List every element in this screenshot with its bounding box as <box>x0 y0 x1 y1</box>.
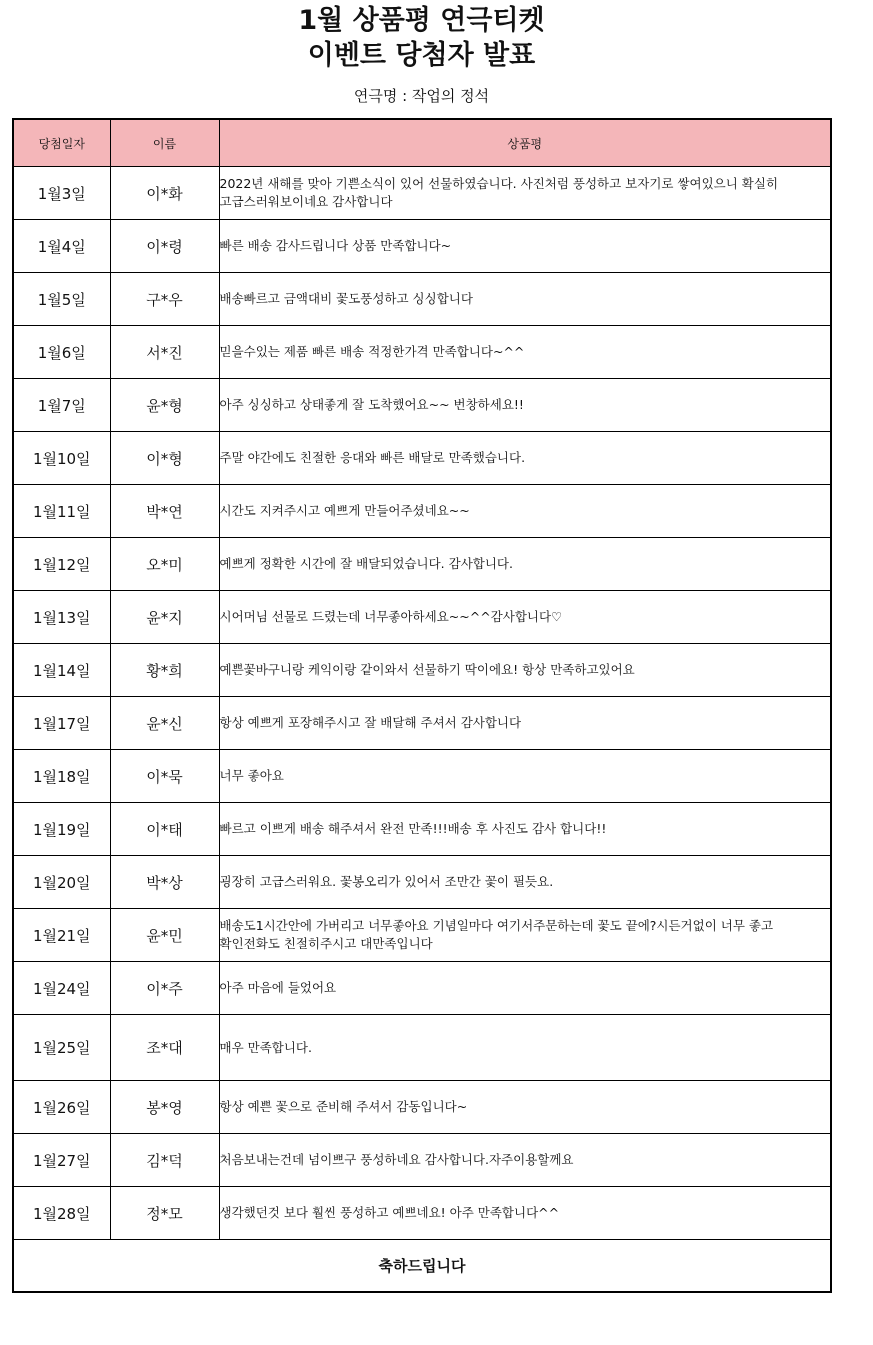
header-name: 이름 <box>110 119 219 167</box>
win-date-cell: 1월4일 <box>13 220 110 273</box>
review-text-cell: 배송도1시간안에 가버리고 너무좋아요 기념일마다 여기서주문하는데 꽃도 끝에?시든거없이 너무 좋고 확인전화도 친절히주시고 대만족입니다 <box>219 909 831 962</box>
table-row <box>13 273 831 326</box>
review-text-cell: 2022년 새해를 맞아 기쁜소식이 있어 선물하였습니다. 사진처럼 풍성하고 보자기로 쌓여있으니 확실히 고급스러워보이네요 감사합니다 <box>219 167 831 220</box>
review-text-cell: 빠르고 이쁘게 배송 해주셔서 완전 만족!!!배송 후 사진도 감사 합니다!! <box>219 803 831 856</box>
table-row <box>13 220 831 273</box>
table-row <box>13 962 831 1015</box>
win-date-cell: 1월7일 <box>13 379 110 432</box>
review-text-cell: 예쁜꽃바구니랑 케익이랑 같이와서 선물하기 딱이에요! 항상 만족하고있어요 <box>219 644 831 697</box>
winner-name-cell: 조*대 <box>110 1015 219 1081</box>
winners-table <box>12 118 832 1293</box>
review-text-cell: 아주 마음에 들었어요 <box>219 962 831 1015</box>
review-text-cell: 아주 싱싱하고 상태좋게 잘 도착했어요~~ 번창하세요!! <box>219 379 831 432</box>
table-row <box>13 1134 831 1187</box>
review-text-cell: 항상 예쁘게 포장해주시고 잘 배달해 주셔서 감사합니다 <box>219 697 831 750</box>
play-name-subtitle: 연극명 : 작업의 정석 <box>353 87 490 105</box>
winner-name-cell: 윤*신 <box>110 697 219 750</box>
header-review: 상품평 <box>219 119 831 167</box>
table-header-row <box>13 119 831 167</box>
win-date-cell: 1월12일 <box>13 538 110 591</box>
winner-name-cell: 이*화 <box>110 167 219 220</box>
winner-name-cell: 이*령 <box>110 220 219 273</box>
table-row <box>13 485 831 538</box>
win-date-cell: 1월19일 <box>13 803 110 856</box>
win-date-cell: 1월17일 <box>13 697 110 750</box>
table-row <box>13 1187 831 1240</box>
win-date-cell: 1월14일 <box>13 644 110 697</box>
winner-name-cell: 윤*지 <box>110 591 219 644</box>
review-text-cell: 시어머님 선물로 드렸는데 너무좋아하세요~~^^감사합니다♡ <box>219 591 831 644</box>
win-date-cell: 1월24일 <box>13 962 110 1015</box>
win-date-cell: 1월26일 <box>13 1081 110 1134</box>
page-title-line2: 이벤트 당첨자 발표 <box>307 40 536 71</box>
review-text-cell: 항상 예쁜 꽃으로 준비해 주셔서 감동입니다~ <box>219 1081 831 1134</box>
winner-name-cell: 김*덕 <box>110 1134 219 1187</box>
win-date-cell: 1월6일 <box>13 326 110 379</box>
winner-name-cell: 구*우 <box>110 273 219 326</box>
winner-name-cell: 박*상 <box>110 856 219 909</box>
header-date: 당첨일자 <box>13 119 110 167</box>
table-row <box>13 1015 831 1081</box>
review-text-cell: 처음보내는건데 넘이쁘구 풍성하네요 감사합니다.자주이용할께요 <box>219 1134 831 1187</box>
winner-name-cell: 이*형 <box>110 432 219 485</box>
win-date-cell: 1월28일 <box>13 1187 110 1240</box>
table-row <box>13 326 831 379</box>
win-date-cell: 1월5일 <box>13 273 110 326</box>
table-row <box>13 856 831 909</box>
table-row <box>13 167 831 220</box>
table-row <box>13 591 831 644</box>
review-text-cell: 너무 좋아요 <box>219 750 831 803</box>
winner-name-cell: 윤*민 <box>110 909 219 962</box>
win-date-cell: 1월13일 <box>13 591 110 644</box>
win-date-cell: 1월18일 <box>13 750 110 803</box>
win-date-cell: 1월3일 <box>13 167 110 220</box>
table-row <box>13 909 831 962</box>
winner-name-cell: 황*희 <box>110 644 219 697</box>
win-date-cell: 1월21일 <box>13 909 110 962</box>
review-text-cell: 매우 만족합니다. <box>219 1015 831 1081</box>
winner-name-cell: 오*미 <box>110 538 219 591</box>
win-date-cell: 1월25일 <box>13 1015 110 1081</box>
winner-name-cell: 이*묵 <box>110 750 219 803</box>
review-text-cell: 예쁘게 정확한 시간에 잘 배달되었습니다. 감사합니다. <box>219 538 831 591</box>
table-row <box>13 644 831 697</box>
winner-name-cell: 이*태 <box>110 803 219 856</box>
table-row <box>13 1081 831 1134</box>
review-text-cell: 굉장히 고급스러워요. 꽃봉오리가 있어서 조만간 꽃이 필듯요. <box>219 856 831 909</box>
review-text-cell: 생각했던것 보다 훨씬 풍성하고 예쁘네요! 아주 만족합니다^^ <box>219 1187 831 1240</box>
review-text-cell: 믿을수있는 제품 빠른 배송 적정한가격 만족합니다~^^ <box>219 326 831 379</box>
page-title-line1: 1월 상품평 연극티켓 <box>298 5 545 36</box>
win-date-cell: 1월10일 <box>13 432 110 485</box>
table-row <box>13 750 831 803</box>
winner-name-cell: 윤*형 <box>110 379 219 432</box>
table-row <box>13 432 831 485</box>
win-date-cell: 1월27일 <box>13 1134 110 1187</box>
review-text-cell: 배송빠르고 금액대비 꽃도풍성하고 싱싱합니다 <box>219 273 831 326</box>
review-text-cell: 시간도 지켜주시고 예쁘게 만들어주셨네요~~ <box>219 485 831 538</box>
review-text-cell: 주말 야간에도 친절한 응대와 빠른 배달로 만족했습니다. <box>219 432 831 485</box>
table-row <box>13 379 831 432</box>
review-text-cell: 빠른 배송 감사드립니다 상품 만족합니다~ <box>219 220 831 273</box>
winner-name-cell: 박*연 <box>110 485 219 538</box>
table-row <box>13 803 831 856</box>
winner-name-cell: 정*모 <box>110 1187 219 1240</box>
winner-name-cell: 봉*영 <box>110 1081 219 1134</box>
winner-name-cell: 이*주 <box>110 962 219 1015</box>
win-date-cell: 1월11일 <box>13 485 110 538</box>
winner-name-cell: 서*진 <box>110 326 219 379</box>
table-row <box>13 538 831 591</box>
table-row <box>13 697 831 750</box>
win-date-cell: 1월20일 <box>13 856 110 909</box>
congratulations-footer: 축하드립니다 <box>13 1240 831 1293</box>
